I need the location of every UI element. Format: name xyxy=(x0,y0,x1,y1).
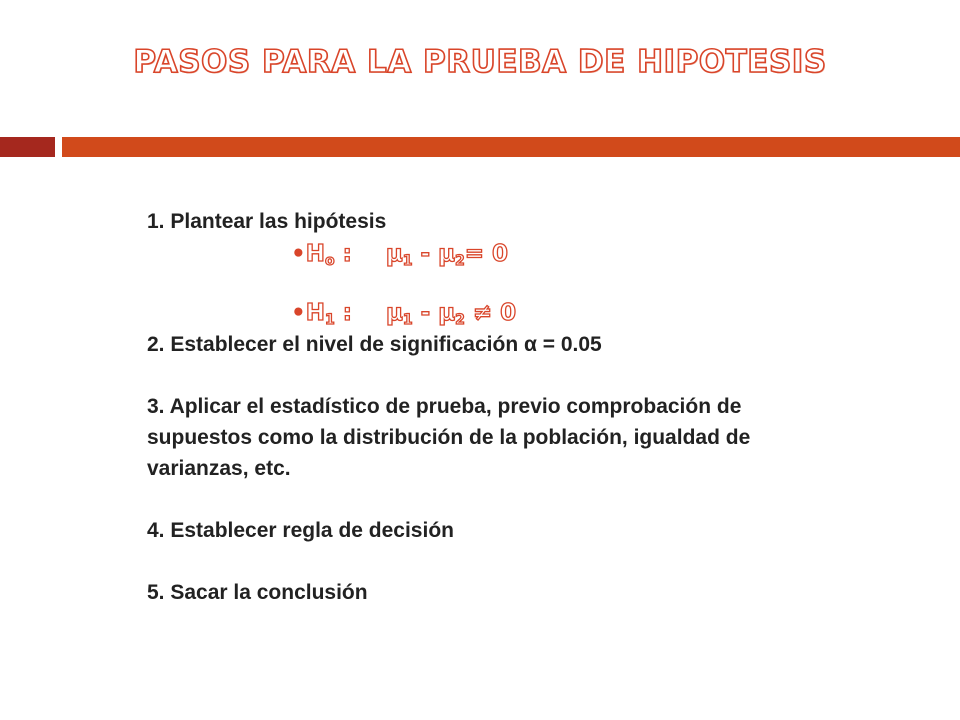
null-hypothesis-colon: : xyxy=(342,241,352,267)
mu-2-subscript: 2 xyxy=(455,312,465,328)
mu-2-subscript: 2 xyxy=(455,253,465,269)
mu-2-symbol: μ xyxy=(438,300,456,326)
alternative-hypothesis-subscript: 1 xyxy=(324,312,335,328)
step-1-text: 1. Plantear las hipótesis xyxy=(147,210,387,233)
minus-sign: - xyxy=(420,241,431,267)
slide-title: PASOS PARA LA PRUEBA DE HIPOTESIS xyxy=(133,44,827,80)
alternative-hypothesis-relation: ≠ 0 xyxy=(472,300,517,326)
null-hypothesis-subscript: o xyxy=(324,253,335,269)
title-accent-bar-left xyxy=(0,137,55,157)
mu-1-subscript: 1 xyxy=(402,312,413,328)
spacer xyxy=(147,360,847,391)
spacer xyxy=(147,546,847,577)
alternative-hypothesis xyxy=(147,298,847,329)
minus-sign: - xyxy=(420,300,431,326)
bullet-icon: • xyxy=(291,241,306,267)
null-hypothesis-relation: = 0 xyxy=(464,241,509,267)
alternative-hypothesis-colon: : xyxy=(342,300,352,326)
title-accent-bar-right xyxy=(62,137,960,157)
null-hypothesis-symbol: H xyxy=(305,241,325,267)
alternative-hypothesis-symbol: H xyxy=(305,300,325,326)
step-3-text: 3. Aplicar el estadístico de prueba, previo comprobación de supuestos como la distribución de la población, igualdad de varianzas, etc. xyxy=(147,395,751,480)
spacer xyxy=(147,484,847,515)
bullet-icon: • xyxy=(291,300,306,326)
mu-2-symbol: μ xyxy=(438,241,456,267)
null-hypothesis-expression xyxy=(386,241,508,267)
alternative-hypothesis-expression xyxy=(386,300,516,326)
mu-1-subscript: 1 xyxy=(402,253,413,269)
step-5-text: 5. Sacar la conclusión xyxy=(147,581,368,604)
mu-1-symbol: μ xyxy=(385,300,403,326)
step-2-text: 2. Establecer el nivel de significación α = 0.05 xyxy=(147,333,602,356)
steps-list xyxy=(147,206,847,608)
step-4-text: 4. Establecer regla de decisión xyxy=(147,519,454,542)
null-hypothesis xyxy=(147,239,847,270)
mu-1-symbol: μ xyxy=(385,241,403,267)
